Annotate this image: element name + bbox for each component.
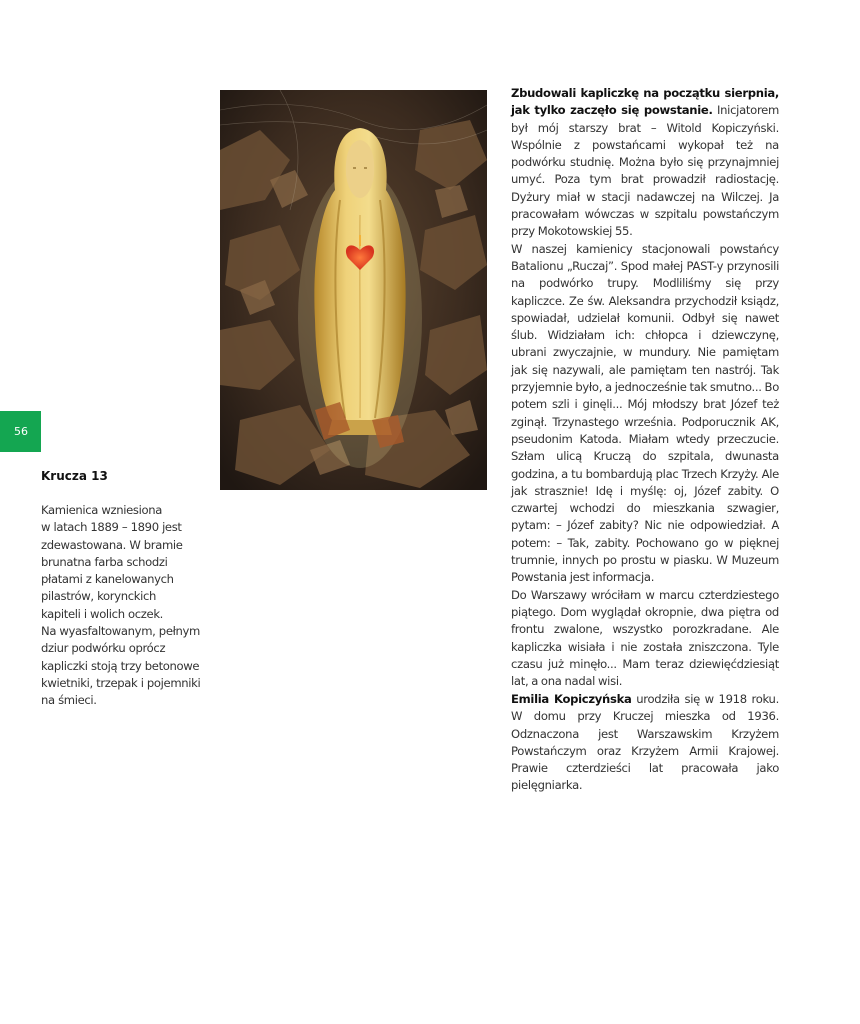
sidebar-line: dziur podwórku oprócz [41,641,166,656]
main-article [511,85,779,690]
bio-text: urodziła się w 1918 roku. W domu przy Kruczej mieszka od 1936. Odznaczona jest Warszawskim Krzyżem Powstańczym oraz Krzyżem Armii Krajowej. Prawie czterdzieści lat pracowała jako pielęgniarka. [511,692,779,793]
sidebar-line: pilastrów, korynckich [41,589,157,604]
sidebar-line: kwietniki, trzepak i pojemniki [41,675,201,690]
article-paragraph: Do Warszawy wróciłam w marcu czterdziestego piątego. Dom wyglądał okropnie, dwa piętra od frontu zwalone, wszystko porozkradane. Ale kapliczka wisiała i nie została zniszczona. Tyle czasu już minęło... Mam teraz dziewięćdziesiąt lat, a ona nadal wisi. [511,587,779,689]
virgin-mary-statue-image [220,90,487,490]
sidebar-line: zdewastowana. W bramie [41,537,183,552]
sidebar-line: na śmieci. [41,693,97,708]
sidebar-line: w latach 1889 – 1890 jest [41,520,182,535]
sidebar-line: płatami z kanelowanych [41,572,174,587]
article-paragraph [511,85,779,241]
sidebar-paragraph [41,502,201,710]
page-number: 56 [14,425,28,438]
sidebar-line: Kamienica wzniesiona [41,503,162,517]
sidebar-line: Na wyasfaltowanym, pełnym [41,624,200,639]
paragraph-text: Inicjatorem był mój starszy brat – Witold Kopiczyński. Wspólnie z powstańcami wykopał też na podwórku studnię. Można było się przynajmniej umyć. Poza tym brat prowadził radiostację. Dyżury miał w stacji nadawczej na Wilczej. Ja pracowałam wówczas w szpitalu powstańczym przy Mokotowskiej 55. [511,103,779,239]
sidebar-line: kapiteli i wolich oczek. [41,606,164,621]
shrine-photo [220,90,487,490]
bio-name: Emilia Kopiczyńska [511,692,632,706]
lead-bold-text: Zbudowali kapliczkę na początku sierpnia, jak tylko zaczęło się powstanie. [511,86,779,118]
sidebar-heading: Krucza 13 [41,469,108,483]
article-paragraph: W naszej kamienicy stacjonowali powstańcy Batalionu „Ruczaj”. Spod małej PAST-y przynosili na podwórko trupy. Modliliśmy się przy kapliczce. Ze św. Aleksandra przychodził ksiądz, spowiadał, udzielał komunii. Odbył się nawet ślub. Widziałam ich: chłopca i dziewczynę, ubrani zwyczajnie, w mundury. Nie pamiętam jak się nazywali, ale pamiętam ten nastrój. Tak przyjemnie było, a jednocześnie tak smutno... Bo potem szli i ginęli... Mój młodszy brat Józef też zginął. Trzynastego września. Podporucznik AK, pseudonim Katoda. Miałam wtedy przeczucie. Szłam ulicą Kruczą do szpitala, dwunasta godzina, a tu bombardują plac Trzech Krzyży. Ale jak strasznie! Idę i myślę: oj, Józef zabity. O czwartej wchodzi do mieszkania szwagier, pytam: – Józef zabity? Nic nie odpowiedział. A potem: – Tak, zabity. Pochowano go w pięknej trumnie, innych po prostu w piasku. W Muzeum Powstania jest informacja. [511,241,779,585]
sidebar-line: brunatna farba schodzi [41,554,168,569]
author-bio [511,691,779,795]
sidebar-line: kapliczki stoją trzy betonowe [41,658,200,673]
